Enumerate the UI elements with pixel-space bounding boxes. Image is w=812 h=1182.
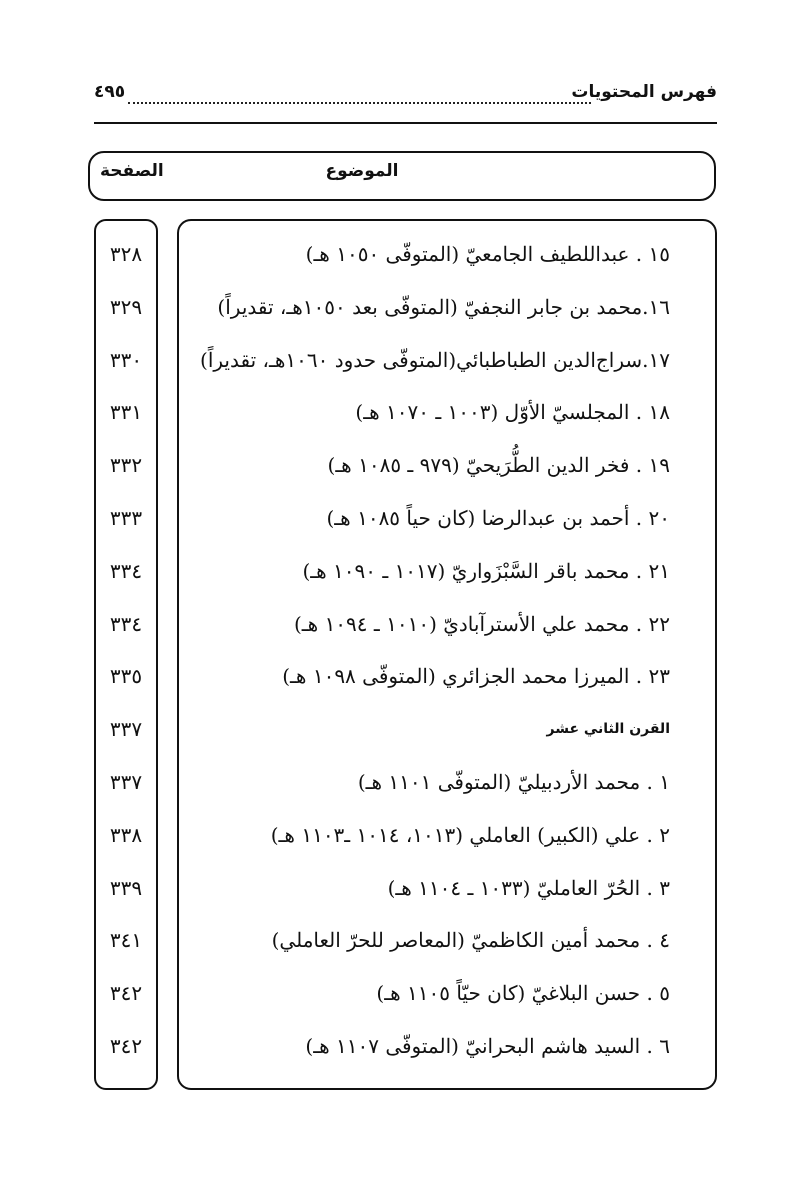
toc-page-number: ٣٣٣: [109, 506, 143, 530]
header-leader-dots: [128, 102, 591, 104]
toc-row: [0, 1020, 812, 1072]
toc-entry: ١٦.محمد بن جابر النجفيّ (المتوفّى بعد ١٠٥٠هـ، تقديراً): [217, 294, 670, 319]
toc-row: [0, 967, 812, 1019]
toc-row: [0, 334, 812, 386]
column-header-bar: [88, 151, 716, 201]
header-title: فهرس المحتويات: [571, 82, 717, 102]
toc-row: [0, 809, 812, 861]
toc-row: [0, 281, 812, 333]
header-page-number: ٤٩٥: [94, 82, 126, 102]
toc-row: [0, 492, 812, 544]
toc-entry: ١٩ . فخر الدين الطُّرَيحيّ (٩٧٩ ـ ١٠٨٥ هـ): [327, 453, 670, 478]
section-heading: القرن الثاني عشر: [546, 721, 670, 738]
toc-page-number: ٣٣٤: [109, 558, 143, 583]
toc-entry: ٣ . الحُرّ العامليّ (١٠٣٣ ـ ١١٠٤ هـ): [387, 875, 670, 900]
toc-entry: ٥ . حسن البلاغيّ (كان حيّاً ١١٠٥ هـ): [376, 981, 670, 1006]
header-divider: [94, 122, 717, 124]
toc-row: [0, 439, 812, 491]
toc-row: [0, 756, 812, 808]
toc-entry: ١٥ . عبداللطيف الجامعيّ (المتوفّى ١٠٥٠ هـ): [305, 242, 670, 266]
toc-entry: ١ . محمد الأردبيليّ (المتوفّى ١١٠١ هـ): [357, 770, 670, 794]
toc-entry: ٢٢ . محمد علي الأسترآباديّ (١٠١٠ ـ ١٠٩٤ هـ): [293, 611, 670, 636]
toc-row: [0, 650, 812, 702]
toc-row: [0, 545, 812, 597]
toc-entry: ٢٣ . الميرزا محمد الجزائري (المتوفّى ١٠٩٨ هـ): [282, 664, 670, 689]
toc-row: [0, 598, 812, 650]
toc-page-number: ٣٤٢: [109, 981, 143, 1006]
toc-page-number: ٣٤٢: [109, 1034, 143, 1058]
toc-entry: ٦ . السيد هاشم البحرانيّ (المتوفّى ١١٠٧ هـ): [305, 1034, 670, 1058]
toc-page-number: ٣٢٨: [109, 242, 143, 266]
toc-entry: ١٨ . المجلسيّ الأوّل (١٠٠٣ ـ ١٠٧٠ هـ): [355, 400, 670, 425]
toc-page-number: ٣٣٥: [109, 664, 143, 689]
toc-entry: ٤ . محمد أمين الكاظميّ (المعاصر للحرّ العاملي): [271, 928, 670, 953]
toc-page-number: ٣٤١: [109, 928, 143, 953]
toc-page-number: ٣٣٨: [109, 822, 143, 847]
column-topic-label: الموضوع: [325, 161, 399, 181]
toc-page-number: ٣٣٢: [109, 453, 143, 478]
toc-entry: ١٧.سراج‌الدين الطباطبائي(المتوفّى حدود ١٠٦٠هـ، تقديراً): [200, 347, 670, 372]
toc-row: [0, 228, 812, 280]
toc-entry: ٢ . علي (الكبير) العاملي (١٠١٣، ١٠١٤ ـ١١٠٣ هـ): [270, 822, 670, 847]
toc-row: [0, 914, 812, 966]
toc-entry: ٢١ . محمد باقر السَّبْزَواريّ (١٠١٧ ـ ١٠٩٠ هـ): [302, 558, 670, 583]
toc-page-number: ٣٣١: [109, 400, 143, 425]
toc-page-number: ٣٣٧: [109, 717, 143, 742]
column-page-label: الصفحة: [100, 161, 164, 181]
toc-page-number: ٣٣٧: [109, 770, 143, 794]
toc-page-number: ٣٣٠: [109, 347, 143, 372]
toc-page-number: ٣٢٩: [109, 294, 143, 319]
toc-page-number: ٣٣٩: [109, 875, 143, 900]
toc-page-number: ٣٣٤: [109, 611, 143, 636]
toc-row: [0, 386, 812, 438]
toc-row: [0, 862, 812, 914]
toc-entry: ٢٠ . أحمد بن عبدالرضا (كان حياً ١٠٨٥ هـ): [326, 506, 670, 530]
toc-row: [0, 703, 812, 755]
page-header: [94, 80, 717, 110]
